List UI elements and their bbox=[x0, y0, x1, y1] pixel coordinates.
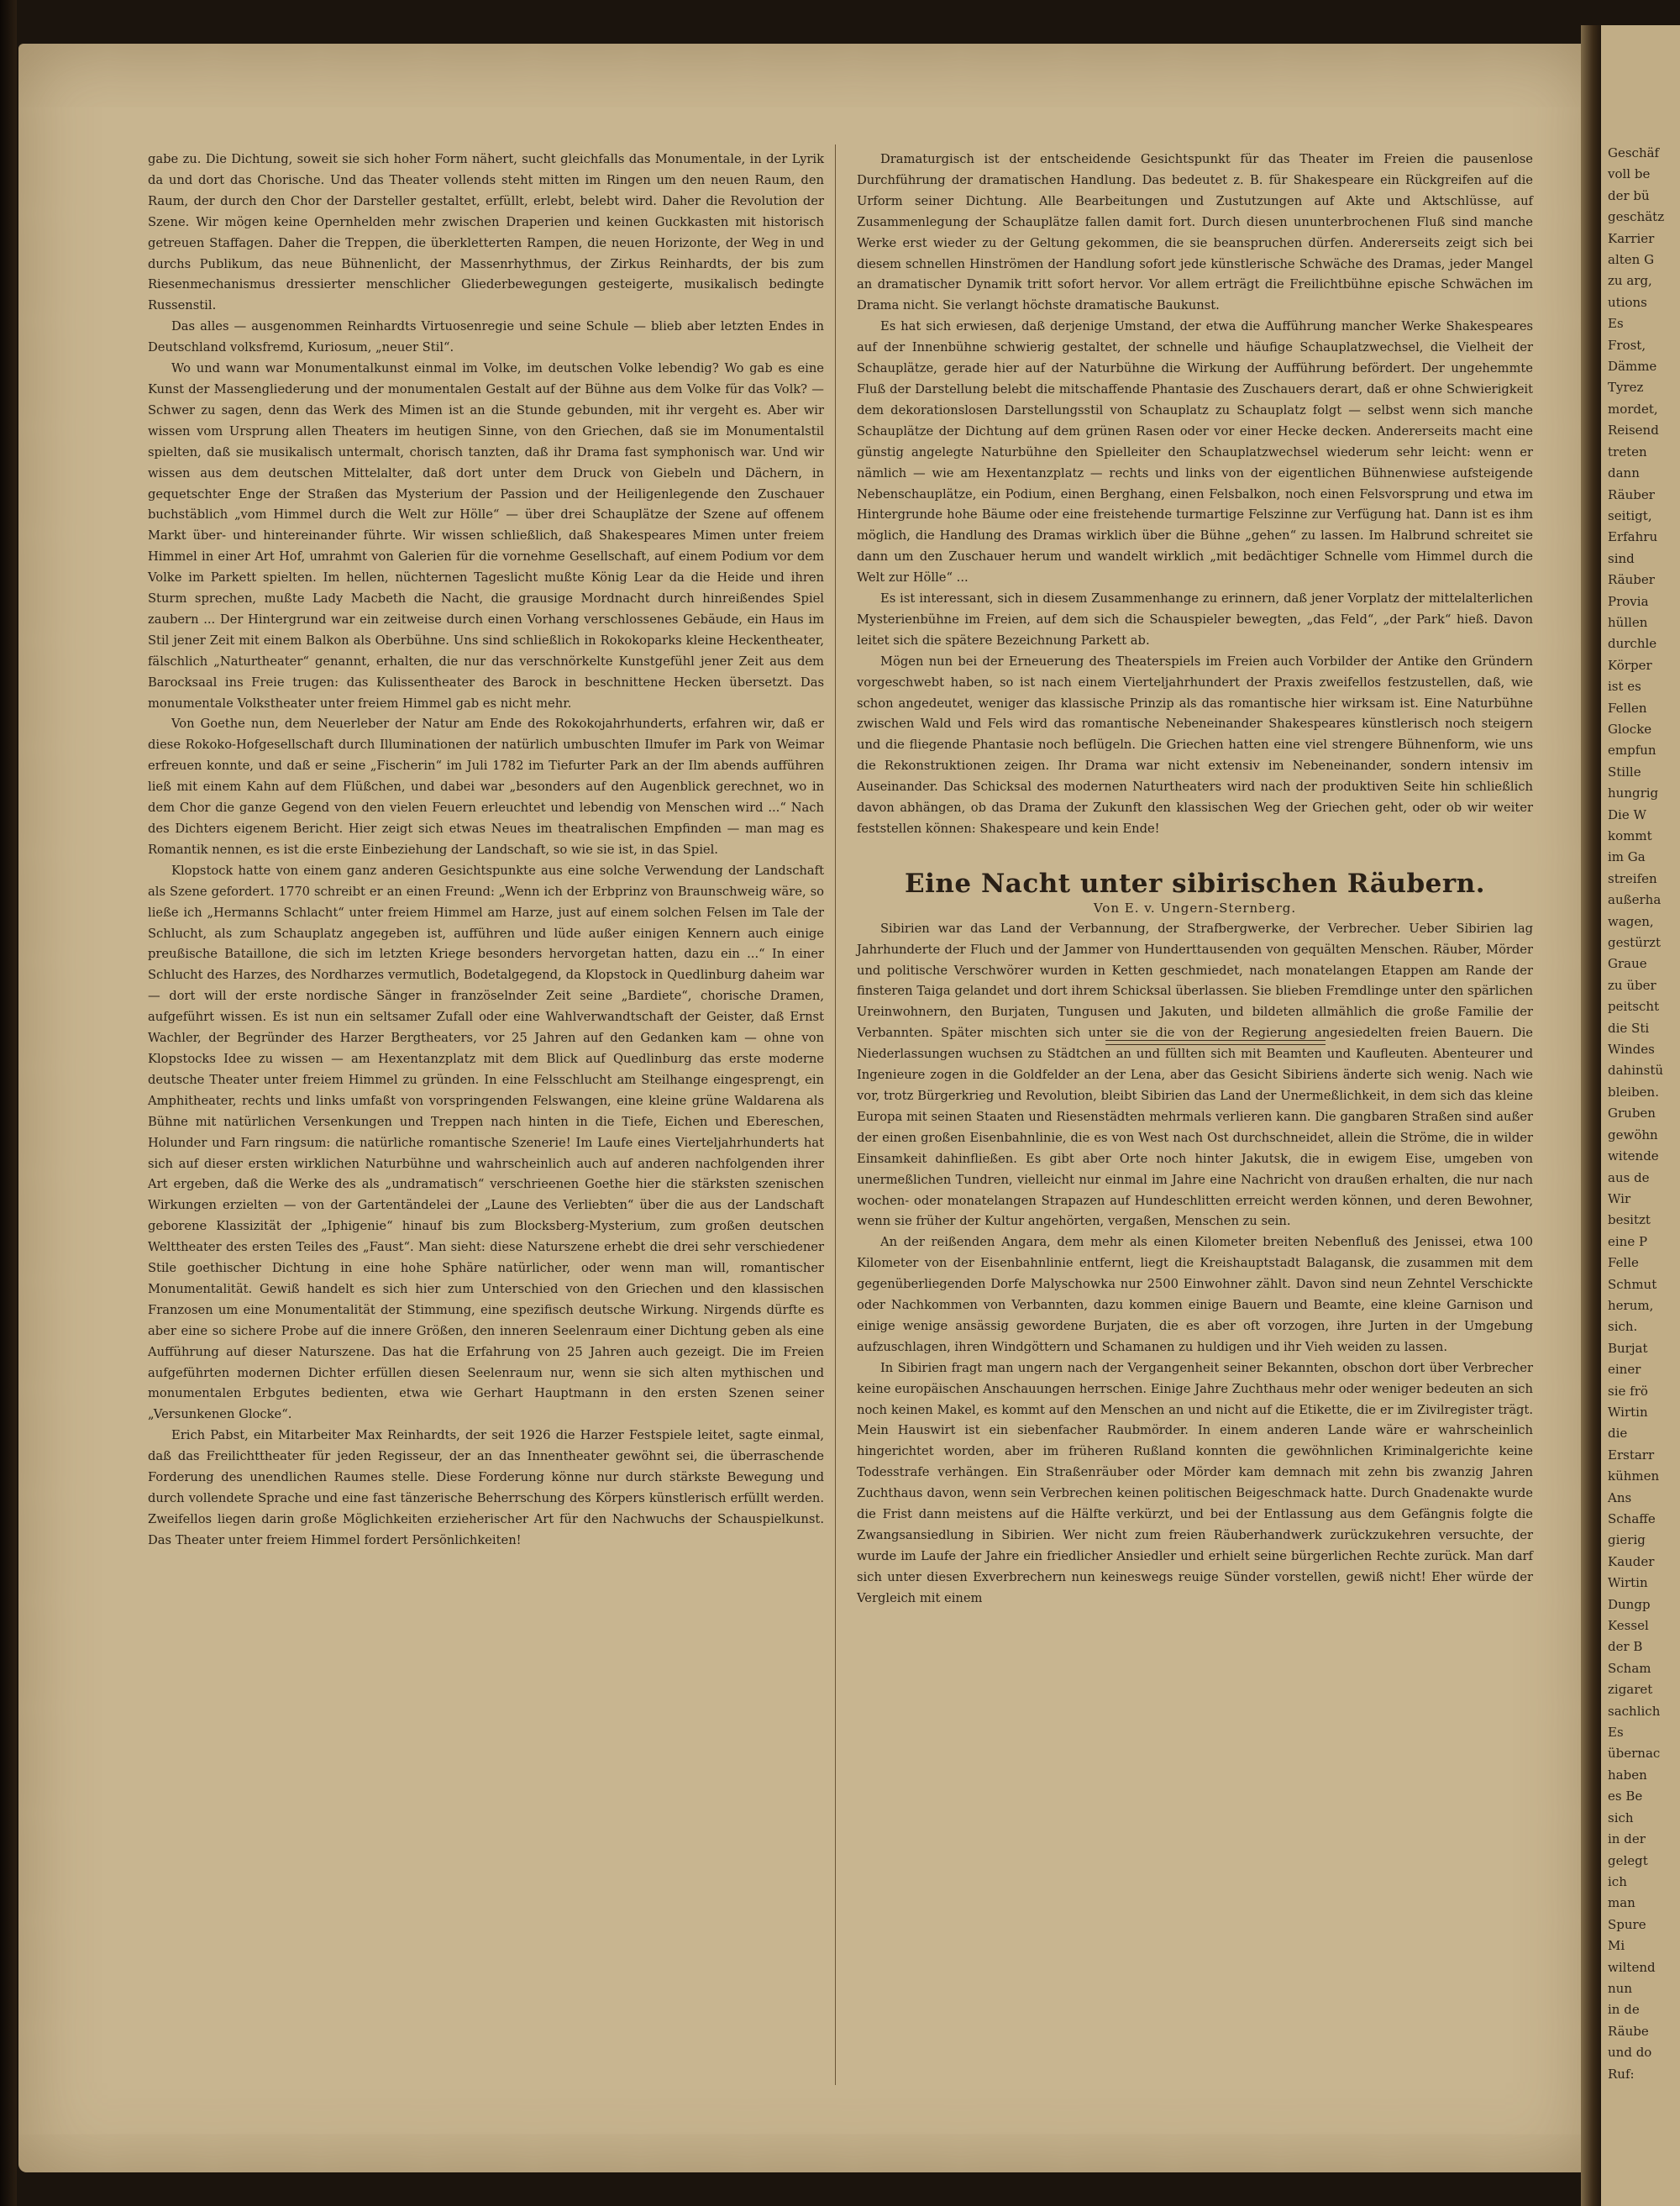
next-page-fragment: Provia bbox=[1608, 593, 1649, 609]
next-page-fragment: bleiben. bbox=[1608, 1084, 1659, 1100]
next-page-fragment: einer bbox=[1608, 1362, 1641, 1378]
next-page-fragment: Die W bbox=[1608, 806, 1646, 822]
next-page-fragment: aus de bbox=[1608, 1169, 1650, 1185]
next-page-fragment: kommt bbox=[1608, 828, 1652, 843]
next-page-fragment: streifen bbox=[1608, 870, 1657, 886]
next-page-fragment: Schaffe bbox=[1608, 1511, 1656, 1526]
next-page-fragment: Es bbox=[1608, 316, 1624, 332]
next-page-fragment: sachlich bbox=[1608, 1703, 1661, 1719]
next-page-fragment: zu arg, bbox=[1608, 273, 1652, 289]
next-page-fragment: Karrier bbox=[1608, 230, 1655, 246]
next-page-fragment: Erstarr bbox=[1608, 1447, 1655, 1463]
next-page-fragment: in der bbox=[1608, 1831, 1646, 1847]
next-page-fragment: hüllen bbox=[1608, 614, 1648, 630]
left-column bbox=[148, 150, 824, 1552]
next-page-fragment: Windes bbox=[1608, 1042, 1655, 1058]
next-page-fragment: Wir bbox=[1608, 1190, 1631, 1206]
next-page-fragment: zu über bbox=[1608, 977, 1656, 993]
paragraph: Mögen nun bei der Erneuerung des Theaterspiels im Freien auch Vorbilder der Antike den Gründern vorgeschwebt haben, so ist nach einem Vierteljahrhundert der Praxis zweifellos festzustellen, daß, wie schon angedeutet, weniger das klassische Prinzip als das romantische hier wirksam ist. Eine Naturbühne zwischen Wald und Fels wird das romantische Nebeneinander Shakespeares künstlerisch noch steigern und die fliegende Phantasie noch beflügeln. Die Griechen hatten eine viel strengere Bühnenform, wie uns die Rekonstruktionen zeigen. Ihr Drama war nicht extensiv im Nebeneinander, sondern intensiv im Auseinander. Das Schicksal des modernen Naturtheaters wird nach der produktiven Seite hin schließlich davon abhängen, ob das Drama der Zukunft den klassischen Weg der Griechen geht, oder ob wir weiter feststellen können: Shakespeare und kein Ende! bbox=[857, 654, 1533, 836]
next-page-fragment: Gruben bbox=[1608, 1106, 1656, 1121]
next-page-fragment: zigaret bbox=[1608, 1682, 1653, 1698]
next-page-fragment: Felle bbox=[1608, 1255, 1639, 1271]
next-page-fragment: Kessel bbox=[1608, 1618, 1649, 1634]
next-page-fragment: Mi bbox=[1608, 1938, 1625, 1954]
paragraph: Es hat sich erwiesen, daß derjenige Umstand, der etwa die Aufführung mancher Werke Shakespeares auf der Innenbühne schwierig gestaltet, der schnelle und häufige Schauplatzwechsel, die Vielheit der Schauplätze, gerade hier auf der Naturbühne die Wirkung der Aufführung befördert. Der ungehemmte Fluß der Darstellung belebt die mitschaffende Phantasie des Zuschauers derart, daß er ohne Schwierigkeit dem dekorationslosen Darstellungsstil von Schauplatz zu Schauplatz folgt — selbst wenn sich manche Schauplätze der Dichtung auf dem grünen Rasen oder vor einer Hecke decken. Andererseits macht eine günstig angelegte Naturbühne den Spielleiter den Schauplatzwechsel wiederum sehr leicht: wenn er nämlich — wie am Hexentanzplatz — rechts und links von der eigentlichen Bühnenwiese aufsteigende Nebenschauplätze, ein Podium, einen Berghang, einen Felsbalkon, noch einen Felsvorsprung und etwa im Hintergrunde hohe Bäume oder eine freistehende turmartige Felszinne zur Verfügung hat. Dann ist es ihm möglich, die Handlung des Dramas wirklich über die Bühne „gehen“ zu lassen. Im Halbrund schreitet sie dann um den Zuschauer herum und wandelt wirklich „mit bedächtiger Schnelle vom Himmel durch die Welt zur Hölle“ ... bbox=[857, 319, 1533, 586]
next-page-fragment: voll be bbox=[1608, 166, 1651, 182]
next-page-fragment: durchle bbox=[1608, 636, 1657, 652]
next-page-fragment: sich. bbox=[1608, 1319, 1638, 1335]
next-page-fragments bbox=[1601, 143, 1680, 2085]
next-page-fragment: seitigt, bbox=[1608, 507, 1652, 523]
paragraph: Sibirien war das Land der Verbannung, der Strafbergwerke, der Verbrecher. Ueber Sibirien lag Jahrhunderte der Fluch und der Jammer von Hunderttausenden von gequälten Menschen. Räuber, Mörder und politische Verschwörer wurden in Ketten geschmiedet, nach monatelangen Etappen am Rande der finsteren Taiga gelandet und dort ihrem Schicksal überlassen. Sie blieben Fremdlinge unter den spärlichen Ureinwohnern, den Burjaten, Tungusen und Jakuten, und bildeten allmählich die große Familie der Verbannten. Später mischten sich unter sie die von der Regierung angesiedelten freien Bauern. Die Niederlassungen wuchsen zu Städtchen an und füllten sich mit Beamten und Kaufleuten. Abenteurer und Ingenieure zogen in die Goldfelder an der Lena, aber das Gesicht Sibiriens änderte sich wenig. Nach wie vor, trotz Bürgerkrieg und Revolution, bleibt Sibirien das Land der Unermeßlichkeit, in dem sich das kleine Europa mit seinen Staaten und Riesenstädten mehrmals verlieren kann. Die gangbaren Straßen sind außer der einen großen Eisenbahnlinie, die es von West nach Ost durchschneidet, allein die Ströme, die in wilder Einsamkeit dahinfließen. Es gibt aber Orte noch hinter Jakutsk, die in ewigem Eise, umgeben von unermeßlichen Tundren, vielleicht nur einmal im Jahre eine Nachricht von draußen erhalten, die nur nach wochen- oder monatelangen Strapazen auf Hundeschlitten erreicht werden können, und deren Bewohner, wenn sie früher der Kultur angehörten, vergaßen, Menschen zu sein. bbox=[857, 921, 1533, 1229]
next-page-fragment: außerha bbox=[1608, 892, 1662, 908]
next-page-fragment: alten G bbox=[1608, 252, 1655, 268]
next-page-fragment: übernac bbox=[1608, 1746, 1661, 1762]
next-page-fragment: der B bbox=[1608, 1639, 1643, 1655]
paragraph: Das alles — ausgenommen Reinhardts Virtuosenregie und seine Schule — blieb aber letzten Endes in Deutschland volksfremd, Kuriosum, „neuer Stil“. bbox=[148, 319, 824, 355]
next-page-fragment: mordet, bbox=[1608, 401, 1658, 417]
paragraph: Wo und wann war Monumentalkunst einmal im Volke, im deutschen Volke lebendig? Wo gab es eine Kunst der Massengliederung und der monumentalen Gestalt auf der Bühne aus dem Volke für das Volk? — Schwer zu sagen, denn das Werk des Mimen ist an die Stunde gebunden, mit ihr vergeht es. Aber wir wissen vom Ursprung allen Theaters im heutigen Sinne, von den Griechen, daß sie im Monumentalstil spielten, daß sie musikalisch untermalt, chorisch tanzten, daß ihr Drama fast symphonisch war. Und wir wissen aus dem deutschen Mittelalter, daß dort unter dem Druck von Giebeln und Dächern, in gequetschter Enge der Straßen das Mysterium der Passion und der Heiligenlegende den Zuschauer buchstäblich „vom Himmel durch die Welt zur Hölle“ — über drei Schauplätze der Szene auf offenem Markt über- und hintereinander führte. Wir wissen schließlich, daß Shakespeares Mimen unter freiem Himmel in einer Art Hof, umrahmt von Galerien für die vornehme Gesellschaft, auf einem Podium vor dem Volke im Parkett spielten. Im hellen, nüchternen Tageslicht mußte König Lear da die Heide und ihren Sturm sprechen, mußte Lady Macbeth die Nacht, die grausige Mordnacht durch hinreißendes Spiel zaubern ... Der Hintergrund war ein zeitweise durch einen Vorhang verschlossenes Gebäude, ein Haus im Stil jener Zeit mit einem Balkon als Oberbühne. Uns sind schließlich in Rokokoparks kleine Heckentheater, fälschlich „Naturtheater“ genannt, erhalten, die nur das verschnörkelte Kunstgefühl jener Zeit aus dem Barocksaal ins Freie trugen: das Kulissentheater des Barock in beschnittene Hecken übersetzt. Das monumentale Volkstheater unter freiem Himmel gab es nicht mehr. bbox=[148, 361, 824, 711]
next-page-fragment: besitzt bbox=[1608, 1212, 1651, 1228]
next-page-fragment: dann bbox=[1608, 465, 1640, 481]
next-page-fragment: wagen, bbox=[1608, 913, 1654, 929]
next-page-fragment: im Ga bbox=[1608, 849, 1646, 865]
next-page-fragment: Dämme bbox=[1608, 359, 1657, 375]
next-page-fragment: die bbox=[1608, 1426, 1628, 1442]
next-page-fragment: Spure bbox=[1608, 1916, 1646, 1932]
paragraph: Erich Pabst, ein Mitarbeiter Max Reinhardts, der seit 1926 die Harzer Festspiele leitet, sagte einmal, daß das Freilichttheater für jeden Regisseur, der an das Innentheater gewöhnt sei, die überraschende Forderung des unendlichen Raumes stelle. Diese Forderung könne nur durch stärkste Bewegung und durch vollendete Sprache und eine fast tänzerische Beherrschung des Körpers künstlerisch erfüllt werden. Zweifellos liegen darin große Möglichkeiten erzieherischer Art für den Nachwuchs der Schauspielkunst. Das Theater unter freiem Himmel fordert Persönlichkeiten! bbox=[148, 1428, 824, 1547]
next-page-fragment: gestürzt bbox=[1608, 935, 1661, 951]
paragraph: In Sibirien fragt man ungern nach der Vergangenheit seiner Bekannten, obschon dort über Verbrecher keine europäischen Anschauungen herrschen. Einige Jahre Zuchthaus mehr oder weniger bedeuten an sich noch keinen Makel, es kommt auf den Menschen an und nicht auf die Etikette, die er im Zivilregister trägt. Mein Hauswirt ist ein siebenfacher Raubmörder. In einem anderen Lande wäre er wahrscheinlich hingerichtet worden, aber im früheren Rußland konnten die gewöhnlichen Kriminalgerichte keine Todesstrafe verhängen. Ein Straßenräuber oder Mörder kam demnach mit zehn bis zwanzig Jahren Zuchthaus davon, wenn sein Verbrechen keinen politischen Beigeschmack hatte. Durch Gnadenakte wurde die Frist dann meistens auf die Hälfte verkürzt, und bei der Entlassung aus dem Gefängnis folgte die Zwangsansiedlung in Sibirien. Wer nicht zum freien Räuberhandwerk zurückzukehren versuchte, der wurde im Laufe der Jahre ein friedlicher Ansiedler und erhielt seine bürgerlichen Rechte zurück. Man darf sich unter diesen Exverbrechern nun keineswegs reuige Sünder vorstellen, gewiß nicht! Eher würde der Vergleich mit einem bbox=[857, 1360, 1533, 1605]
next-page-fragment: Wirtin bbox=[1608, 1404, 1648, 1420]
next-page-fragment: utions bbox=[1608, 294, 1647, 310]
next-page-fragment: treten bbox=[1608, 444, 1647, 460]
next-page-fragment: Erfahru bbox=[1608, 529, 1658, 545]
next-page-fragment: peitscht bbox=[1608, 999, 1660, 1015]
right-column bbox=[857, 150, 1533, 1610]
next-page-fragment: hungrig bbox=[1608, 785, 1659, 801]
next-page-fragment: empfun bbox=[1608, 743, 1656, 759]
paragraph: gabe zu. Die Dichtung, soweit sie sich hoher Form nähert, sucht gleichfalls das Monumentale, in der Lyrik da und dort das Chorische. Und das Theater vollends steht mitten im Ringen um den neuen Raum, den Raum, der durch den Chor der Darsteller gestaltet, erfüllt, erlebt, belebt wird. Daher die Revolution der Szene. Wir mögen keine Opernhelden mehr zwischen Draperien und keinen Guckkasten mit historisch getreuen Staffagen. Daher die Treppen, die überkletterten Rampen, die neuen Horizonte, der Weg in und durchs Publikum, das neue Bühnenlicht, der Massenrhythmus, der Zirkus Reinhardts, der bis zum Riesenmechanismus dressierter menschlicher Gliederbewegungen gesteigerte, musikalisch bedingte Russenstil. bbox=[148, 152, 824, 313]
next-page-fragment: Ruf: bbox=[1608, 2066, 1635, 2082]
paragraph: An der reißenden Angara, dem mehr als einen Kilometer breiten Nebenfluß des Jenissei, etwa 100 Kilometer von der Eisenbahnlinie entfernt, liegt die Kreishauptstadt Balagansk, die zusammen mit dem gegenüberliegenden Dorfe Malyschowka nur 2500 Einwohner zählt. Davon sind neun Zehntel Verschickte oder Nachkommen von Verbannten, dazu kommen einige Bauern und Beamte, eine kleine Garnison und einige wenige ansässig gewordene Burjaten, die es aber oft vorzogen, ihre Jurten in der Umgebung aufzuschlagen, ihren Windgöttern und Schamanen zu huldigen und ihr Vieh weiden zu lassen. bbox=[857, 1235, 1533, 1354]
next-page-fragment: haben bbox=[1608, 1767, 1647, 1783]
paragraph: Von Goethe nun, dem Neuerleber der Natur am Ende des Rokokojahrhunderts, erfahren wir, daß er diese Rokoko-Hofgesellschaft durch Illuminationen der natürlich umbuschten Ilmufer im Park von Weimar erfreuen konnte, und daß er seine „Fischerin“ im Juli 1782 im Tiefurter Park an der Ilm abends aufführen ließ mit einem Kahn auf dem Flüßchen, und dabei war „besonders auf den Augenblick gerechnet, wo in dem Chor die ganze Gegend von den vielen Feuern erleuchtet und lebendig von Menschen wird ...“ Nach des Dichters eigenem Bericht. Hier zeigt sich etwas Neues im theatralischen Empfinden — man mag es Romantik nennen, es ist die erste Einbeziehung der Landschaft, so wie sie ist, in das Spiel. bbox=[148, 717, 824, 857]
next-page-fragment: kühmen bbox=[1608, 1468, 1660, 1484]
next-page-fragment: dahinstü bbox=[1608, 1063, 1664, 1079]
next-page-fragment: gierig bbox=[1608, 1532, 1646, 1548]
next-page-fragment: Räuber bbox=[1608, 486, 1655, 502]
page-gutter bbox=[1581, 25, 1603, 2206]
next-page-fragment: ist es bbox=[1608, 679, 1641, 695]
next-page-fragment: der bü bbox=[1608, 187, 1650, 203]
next-page-fragment: Geschäf bbox=[1608, 145, 1660, 160]
paragraph: Klopstock hatte von einem ganz anderen Gesichtspunkte aus eine solche Verwendung der Landschaft als Szene gefordert. 1770 schreibt er an einen Freund: „Wenn ich der Erbprinz von Braunschweig wäre, so ließe ich „Hermanns Schlacht“ unter freiem Himmel am Harze, just auf einem solchen Felsen im Tale der Schlucht, als zum Schauplatz angegeben ist, aufführen und lüde außer einigen Kennern auch einige preußische Bataillone, die sich im letzten Kriege besonders hervorgetan hatten, dazu ein ...“ In einer Schlucht des Harzes, des Nordharzes vermutlich, Bodetalgegend, da Klopstock in Quedlinburg daheim war — dort will der erste nordische Sänger in französelnder Zeit seine „Bardiete“, chorische Dramen, aufgeführt wissen. Es ist nun ein seltsamer Zufall oder eine Wahlverwandtschaft der Geister, daß Ernst Wachler, der Begründer des Harzer Bergtheaters, vor 25 Jahren auf den Gedanken kam — ohne von Klopstocks Idee zu wissen — am Hexentanzplatz mit dem Blick auf Quedlinburg das erste moderne deutsche Theater unter freiem Himmel zu gründen. In eine Felsschlucht am Steilhange eingesprengt, ein Amphitheater, rechts und links umfaßt von vorspringenden Felswangen, eine kleine grüne Waldarena als Bühne mit natürlichen Versenkungen und Treppen nach hinten in die Tiefe, Eichen und Ebereschen, Holunder und Farn ringsum: die natürliche romantische Szenerie! Im Laufe eines Vierteljahrhunderts hat sich auf dieser ersten wirklichen Naturbühne und wahrscheinlich auch auf anderen nachfolgenden ihrer Art ergeben, daß die Werke des als „undramatisch“ verschrieenen Goethe hier die stärksten szenischen Wirkungen erzielten — von der Gartentändelei der „Laune des Verliebten“ über die aus der Landschaft geborene Klassizität der „Iphigenie“ hinauf bis zum Blocksberg-Mysterium, zum großen deutschen Welttheater des ersten Teiles des „Faust“. Man sieht: diese Naturszene erhebt die drei sehr verschiedener Stile goethischer Dichtung in eine hohe Sphäre natürlicher, oder wenn man will, romantischer Monumentalität. Gewiß handelt es sich hier zum Unterschied von den Griechen und den klassischen Franzosen um eine Monumentalität der Stimmung, eine spezifisch deutsche Wirkung. Nirgends dürfte es aber eine so sichere Probe auf die innere Größen, den inneren Seelenraum einer Dichtung geben als eine Aufführung auf dieser Naturszene. Das hat die Erfahrung von 25 Jahren auch gezeigt. Die im Freien aufgeführten modernen Dichter erfüllen diesen Seelenraum nur, wenn sie sich alten mythischen und monumentalen Erbgutes bedienten, etwa wie Gerhart Hauptmann in den ersten Szenen seiner „Versunkenen Glocke“. bbox=[148, 863, 824, 1422]
article-title: Eine Nacht unter sibirischen Räubern. bbox=[904, 868, 1486, 899]
section-rule bbox=[1105, 1040, 1326, 1045]
paragraph: Dramaturgisch ist der entscheidende Gesichtspunkt für das Theater im Freien die pausenlose Durchführung der dramatischen Handlung. Das bedeutet z. B. für Shakespeare ein Rückgreifen auf die Urform seiner Dichtung. Alle Bearbeitungen und Zustutzungen auf Akte und Aktschlüsse, auf Zusammenlegung der Schauplätze fallen damit fort. Durch diesen ununterbrochenen Fluß sind manche Werke erst wieder zu der Geltung gekommen, die sie beanspruchen dürfen. Andererseits zeigt sich bei diesem schnellen Hinströmen der Handlung sofort jede künstlerische Schwäche des Dramas, jeder Mangel an dramatischer Dynamik tritt sofort hervor. Vor allem erträgt die Freilichtbühne epische Schwächen im Drama nicht. Sie verlangt höchste dramatische Baukunst. bbox=[857, 152, 1533, 313]
paragraph: Es ist interessant, sich in diesem Zusammenhange zu erinnern, daß jener Vorplatz der mittelalterlichen Mysterienbühne im Freien, auf dem sich die Schauspieler bewegten, „das Feld“, „der Park“ hieß. Davon leitet sich die spätere Bezeichnung Parkett ab. bbox=[857, 591, 1533, 648]
next-page-fragment: Körper bbox=[1608, 657, 1652, 673]
next-page-fragment: gewöhn bbox=[1608, 1127, 1658, 1142]
next-page-fragment: Scham bbox=[1608, 1660, 1651, 1676]
next-page-fragment: gelegt bbox=[1608, 1852, 1648, 1868]
next-page-fragment: eine P bbox=[1608, 1233, 1648, 1249]
next-page-fragment: und do bbox=[1608, 2045, 1652, 2061]
next-page-fragment: Stille bbox=[1608, 764, 1641, 780]
next-page-fragment: ich bbox=[1608, 1873, 1627, 1889]
next-page-fragment: Graue bbox=[1608, 956, 1647, 972]
next-page-fragment: Kauder bbox=[1608, 1553, 1655, 1569]
column-divider bbox=[835, 144, 836, 2085]
next-page-fragment: wiltend bbox=[1608, 1959, 1656, 1975]
next-page-fragment: sie frö bbox=[1608, 1383, 1648, 1399]
next-page-fragment: Dungp bbox=[1608, 1596, 1651, 1612]
next-page-fragment: Frost, bbox=[1608, 337, 1646, 353]
next-page-fragment: Räube bbox=[1608, 2023, 1649, 2039]
next-page-fragment: Ans bbox=[1608, 1489, 1632, 1505]
next-page-fragment: Burjat bbox=[1608, 1340, 1648, 1356]
next-page-fragment: sind bbox=[1608, 550, 1635, 566]
next-page-fragment: es Be bbox=[1608, 1788, 1643, 1804]
next-page-fragment: Glocke bbox=[1608, 721, 1652, 737]
next-page-fragment: geschätz bbox=[1608, 209, 1665, 225]
scan-edge bbox=[0, 0, 17, 2206]
next-page-fragment: man bbox=[1608, 1895, 1635, 1911]
next-page-fragment: nun bbox=[1608, 1980, 1632, 1996]
next-page-fragment: Es bbox=[1608, 1725, 1624, 1741]
next-page-fragment: in de bbox=[1608, 2002, 1640, 2018]
next-page-fragment: Fellen bbox=[1608, 700, 1647, 716]
next-page-fragment: sich bbox=[1608, 1809, 1634, 1825]
next-page-fragment: Reisend bbox=[1608, 423, 1659, 439]
next-page-fragment: witende bbox=[1608, 1148, 1659, 1164]
next-page-fragment: die Sti bbox=[1608, 1020, 1650, 1036]
next-page-fragment: Wirtin bbox=[1608, 1575, 1648, 1591]
next-page-fragment: Schmut bbox=[1608, 1276, 1657, 1292]
next-page-edge bbox=[1601, 25, 1680, 2206]
next-page-fragment: Tyrez bbox=[1608, 380, 1644, 396]
next-page-fragment: Räuber bbox=[1608, 572, 1655, 588]
next-page-fragment: herum, bbox=[1608, 1297, 1654, 1313]
article-byline: Von E. v. Ungern-Sternberg. bbox=[1093, 900, 1297, 916]
